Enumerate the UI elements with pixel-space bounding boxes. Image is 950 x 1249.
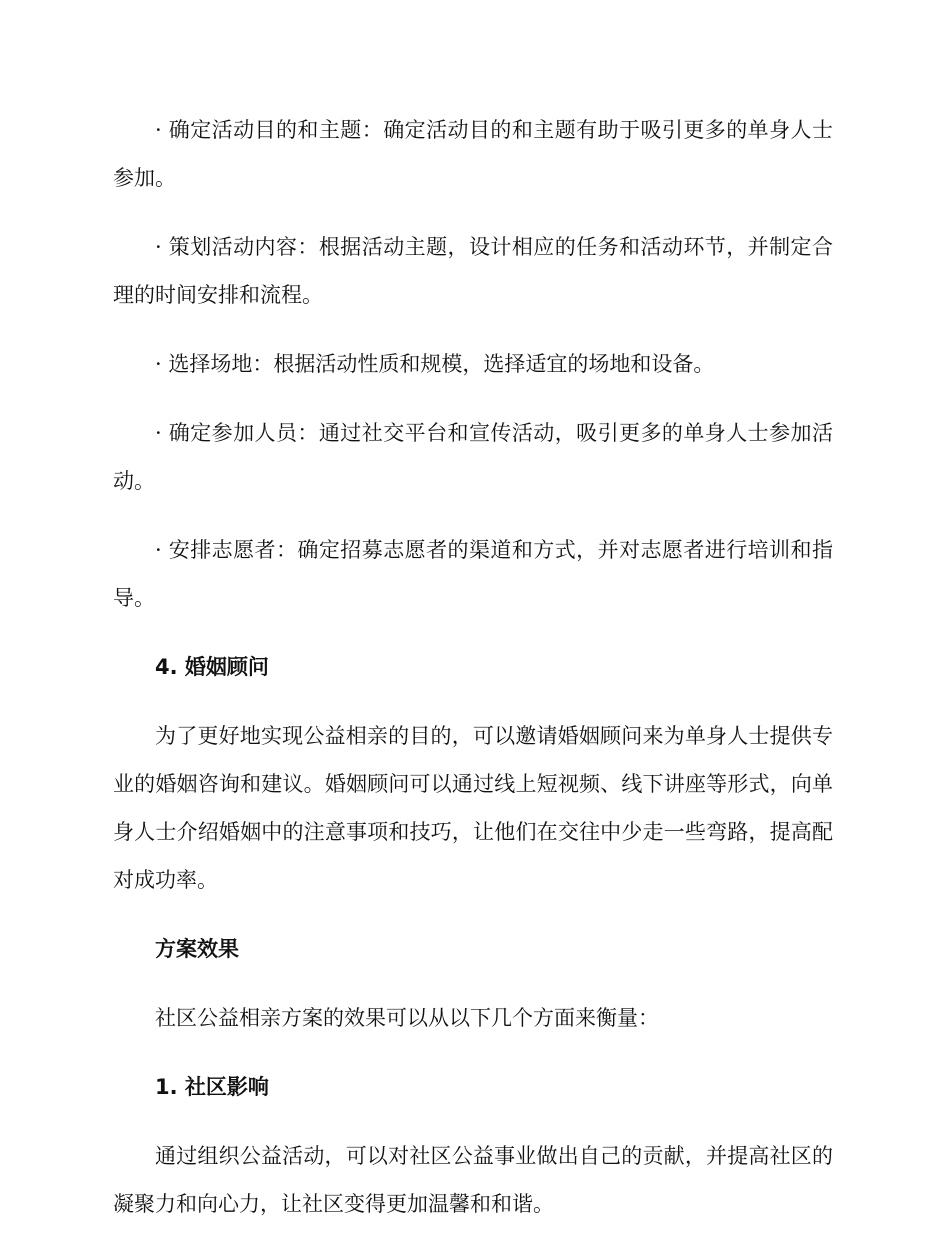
paragraph-activity-content: · 策划活动内容：根据活动主题，设计相应的任务和活动环节，并制定合理的时间安排和流程。 <box>113 235 833 307</box>
paragraph-venue: · 选择场地：根据活动性质和规模，选择适宜的场地和设备。 <box>155 352 715 376</box>
heading-plan-effect: 方案效果 <box>155 937 239 961</box>
document-page <box>113 106 833 1249</box>
paragraph-participants: · 确定参加人员：通过社交平台和宣传活动，吸引更多的单身人士参加活动。 <box>113 421 833 493</box>
paragraph-volunteers: · 安排志愿者：确定招募志愿者的渠道和方式，并对志愿者进行培训和指导。 <box>113 538 833 610</box>
paragraph-plan-effect-intro: 社区公益相亲方案的效果可以从以下几个方面来衡量： <box>155 1006 659 1030</box>
heading-community-impact: 1. 社区影响 <box>155 1075 269 1099</box>
paragraph-marriage-consultant: 为了更好地实现公益相亲的目的，可以邀请婚姻顾问来为单身人士提供专业的婚姻咨询和建议。婚姻顾问可以通过线上短视频、线下讲座等形式，向单身人士介绍婚姻中的注意事项和技巧，让他们在交往中少走一些弯路，提高配对成功率。 <box>113 724 833 892</box>
paragraph-community-impact: 通过组织公益活动，可以对社区公益事业做出自己的贡献，并提高社区的凝聚力和向心力，让社区变得更加温馨和和谐。 <box>113 1144 833 1216</box>
heading-marriage-consultant: 4. 婚姻顾问 <box>155 655 269 679</box>
paragraph-purpose-theme: · 确定活动目的和主题：确定活动目的和主题有助于吸引更多的单身人士参加。 <box>113 118 833 190</box>
